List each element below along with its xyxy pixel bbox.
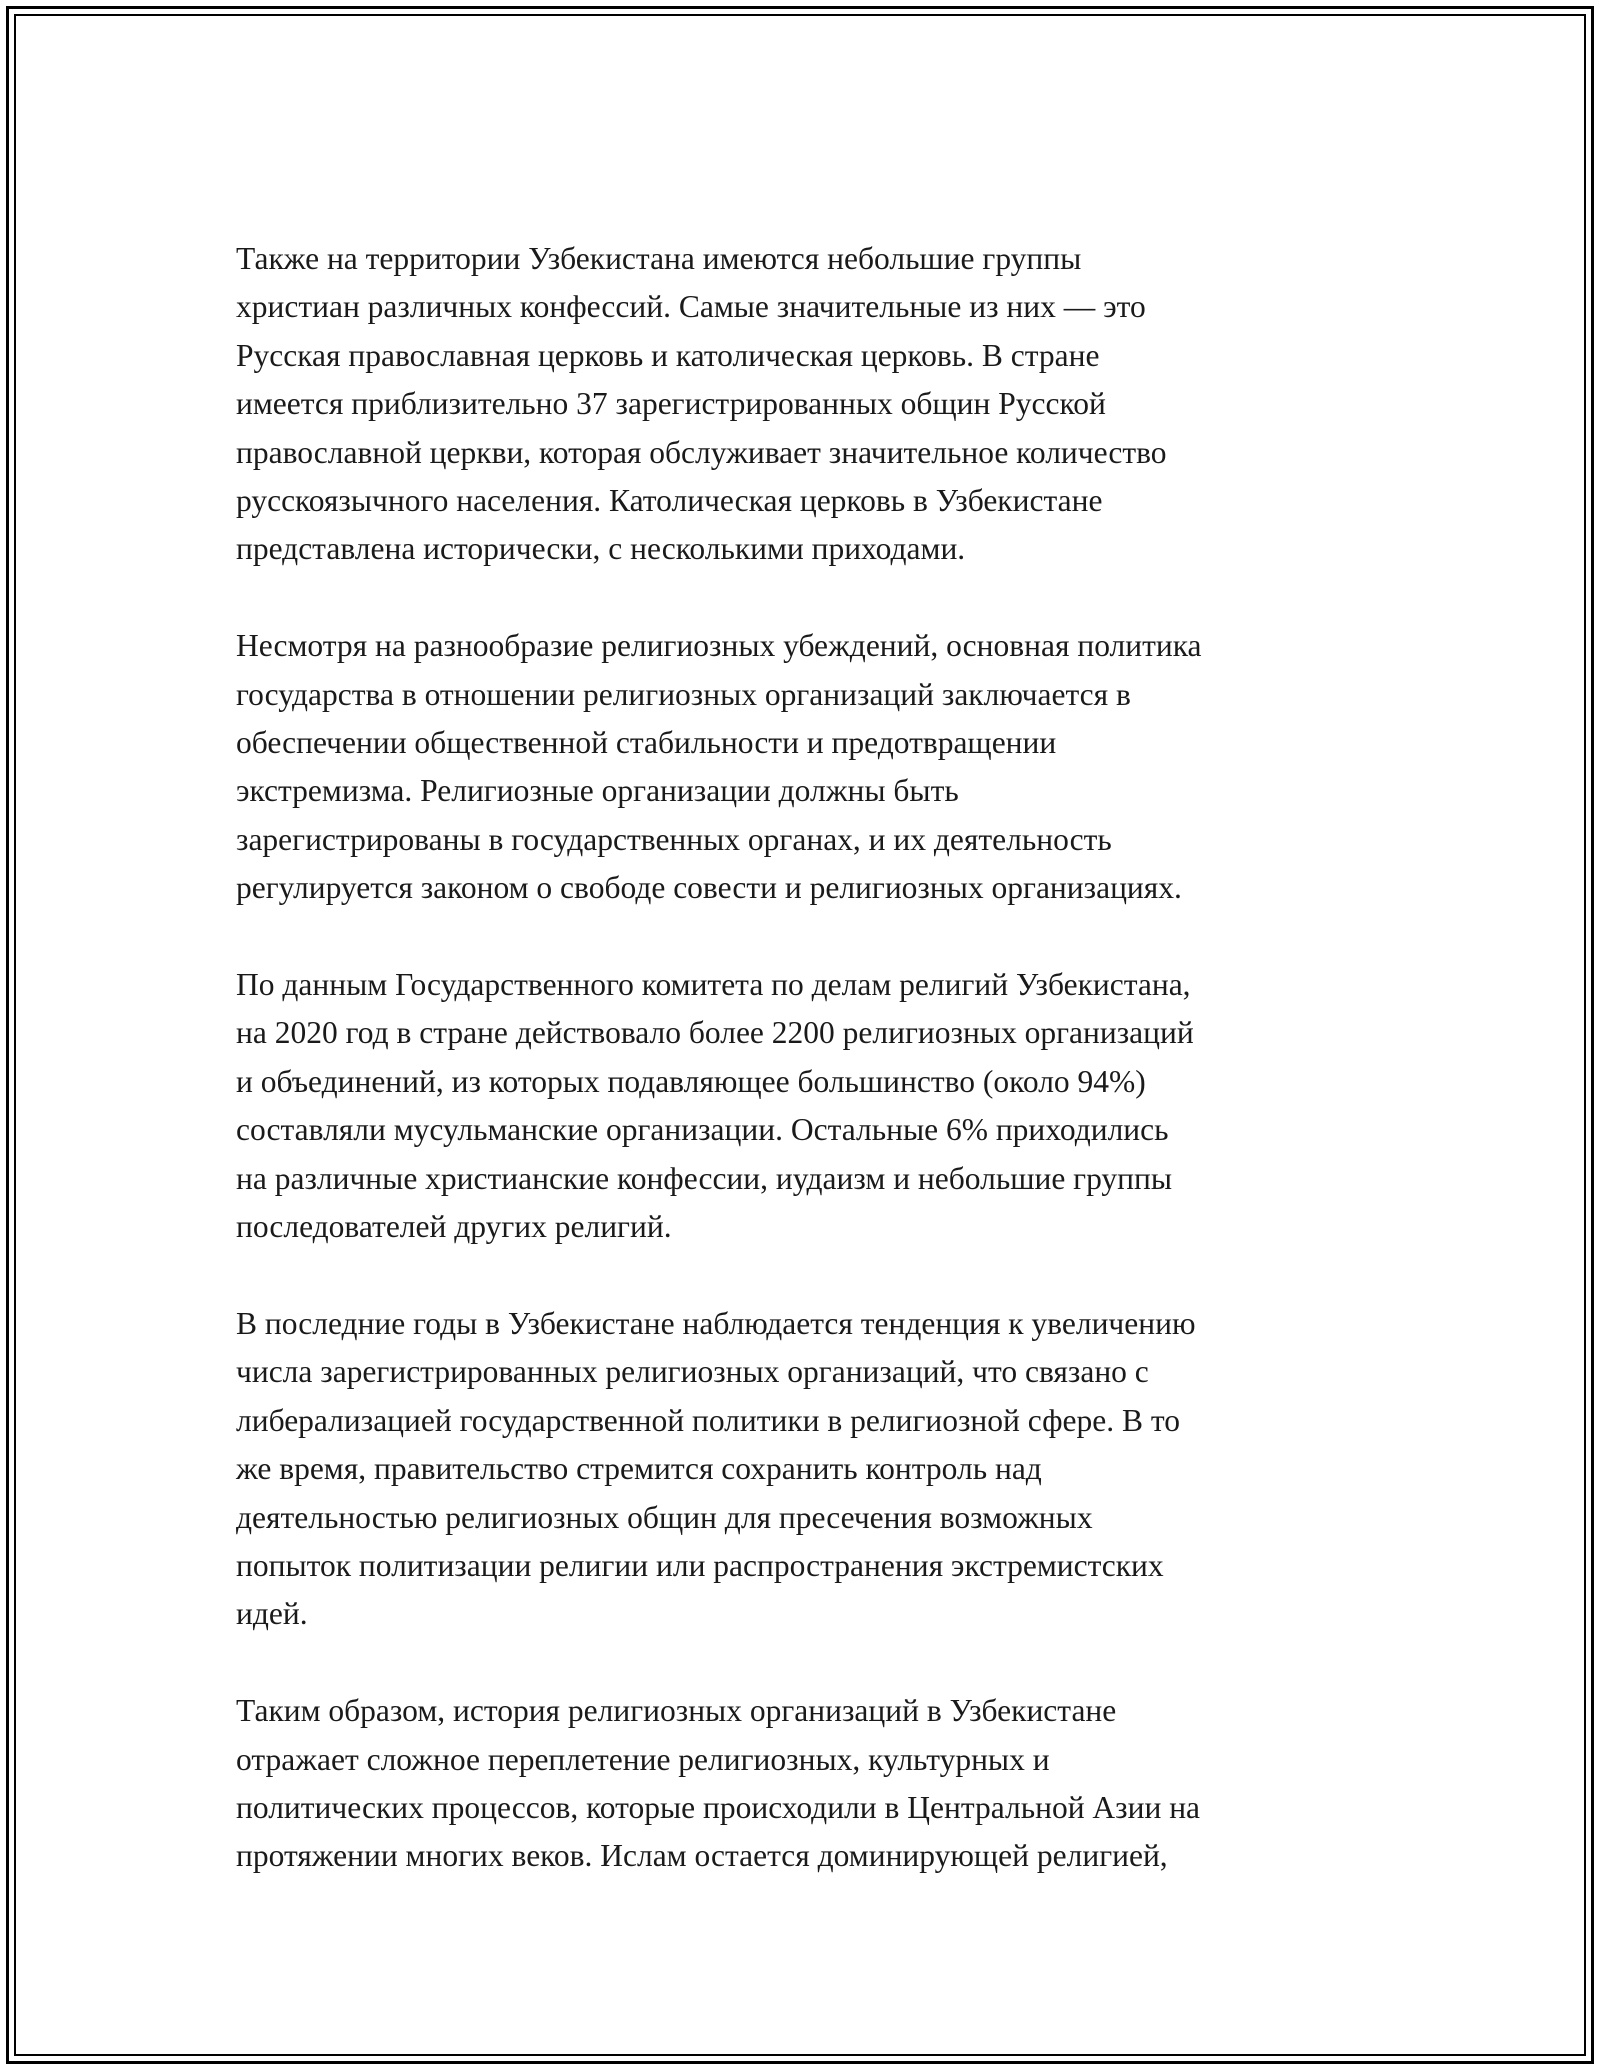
text-line: последователей других религий. <box>236 1209 672 1245</box>
text-line: регулируется законом о свободе совести и религиозных организациях. <box>236 870 1182 906</box>
text-line: обеспечении общественной стабильности и предотвращении <box>236 725 1057 761</box>
text-line: отражает сложное переплетение религиозных, культурных и <box>236 1741 1050 1777</box>
text-line: же время, правительство стремится сохранить контроль над <box>236 1451 1042 1487</box>
text-line: и объединений, из которых подавляющее большинство (около 94%) <box>236 1063 1146 1099</box>
text-line: Также на территории Узбекистана имеются небольшие группы <box>236 241 1082 276</box>
text-line: православной церкви, которая обслуживает значительное количество <box>236 434 1167 470</box>
text-line: идей. <box>236 1596 308 1632</box>
text-line: имеется приблизительно 37 зарегистрированных общин Русской <box>236 386 1106 422</box>
text-line: попыток политизации религии или распространения экстремистских <box>236 1547 1164 1583</box>
text-line: государства в отношении религиозных организаций заключается в <box>236 676 1131 712</box>
paragraph-statistics <box>236 961 1386 1251</box>
document-body <box>236 235 1386 1929</box>
text-line: представлена исторически, с несколькими приходами. <box>236 531 966 567</box>
text-line: на 2020 год в стране действовало более 2200 религиозных организаций <box>236 1015 1194 1051</box>
text-line: политических процессов, которые происходили в Центральной Азии на <box>236 1789 1201 1825</box>
text-line: экстремизма. Религиозные организации должны быть <box>236 773 959 809</box>
text-line: составляли мусульманские организации. Остальные 6% приходились <box>236 1112 1169 1148</box>
text-line: христиан различных конфессий. Самые значительные из них — это <box>236 289 1146 325</box>
paragraph-conclusion <box>236 1687 1386 1881</box>
text-line: зарегистрированы в государственных органах, и их деятельность <box>236 821 1112 857</box>
text-line: По данным Государственного комитета по делам религий Узбекистана, <box>236 967 1191 1003</box>
paragraph-recent-trends <box>236 1300 1386 1639</box>
text-line: Несмотря на разнообразие религиозных убеждений, основная политика <box>236 628 1202 664</box>
text-line: либерализацией государственной политики в религиозной сфере. В то <box>236 1402 1181 1438</box>
text-line: Таким образом, история религиозных организаций в Узбекистане <box>236 1693 1117 1729</box>
text-line: протяжении многих веков. Ислам остается доминирующей религией, <box>236 1838 1168 1874</box>
text-line: деятельностью религиозных общин для пресечения возможных <box>236 1499 1093 1535</box>
text-line: числа зарегистрированных религиозных организаций, что связано с <box>236 1354 1149 1390</box>
text-line: В последние годы в Узбекистане наблюдается тенденция к увеличению <box>236 1305 1196 1341</box>
text-line: Русская православная церковь и католическая церковь. В стране <box>236 337 1100 373</box>
paragraph-state-policy <box>236 622 1386 912</box>
paragraph-christian-groups <box>236 235 1386 574</box>
text-line: на различные христианские конфессии, иудаизм и небольшие группы <box>236 1160 1173 1196</box>
text-line: русскоязычного населения. Католическая церковь в Узбекистане <box>236 483 1103 519</box>
